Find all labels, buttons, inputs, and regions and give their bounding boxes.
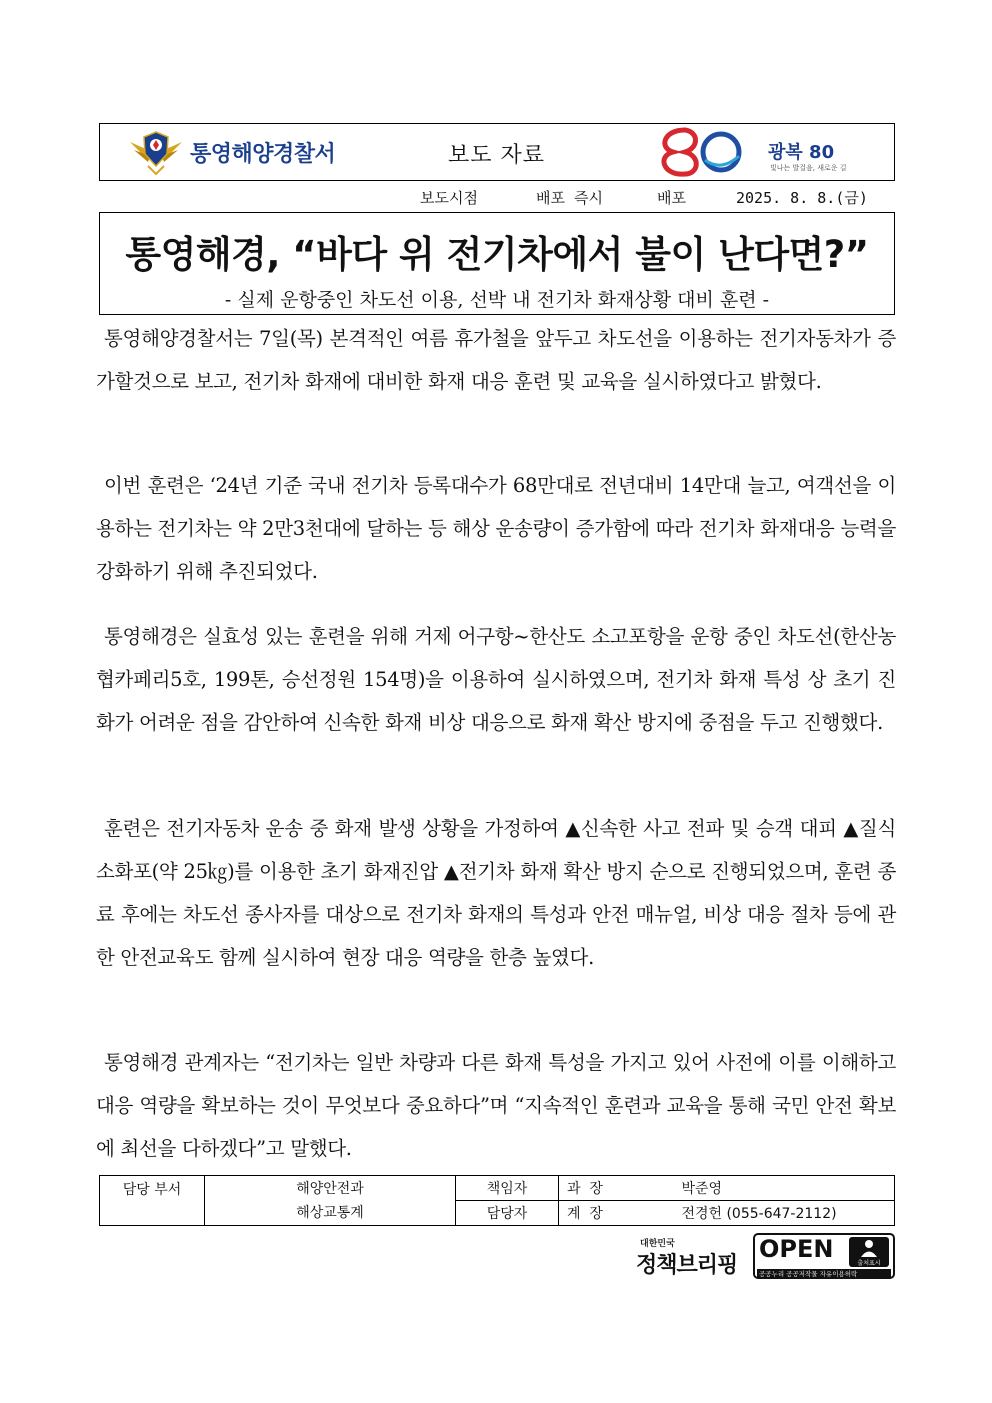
responsible-cell: [559, 1176, 895, 1201]
body-paragraph: 통영해경은 실효성 있는 훈련을 위해 거제 어구항~한산도 소고포항을 운항 중인 차도선(한산농협카페리5호, 199톤, 승선정원 154명)을 이용하여 실시하였으며, 전기차 화재 특성 상 초기 진화가 어려운 점을 감안하여 신속한 화재 비상 대응으로 화재 확산 방지에 중점을 두고 진행했다.: [96, 625, 896, 734]
body-paragraph: 통영해양경찰서는 7일(목) 본격적인 여름 휴가철을 앞두고 차도선을 이용하는 전기자동차가 증가할것으로 보고, 전기차 화재에 대비한 화재 대응 훈련 및 교육을 실시하였다고 밝혔다.: [96, 327, 896, 393]
dept-line-2: 해상교통계: [296, 1204, 364, 1221]
dept-unit: [205, 1176, 456, 1226]
dept-line-1: 해양안전과: [296, 1180, 364, 1197]
liberation-80-emblem-icon: [655, 126, 745, 178]
open-label: OPEN: [759, 1235, 834, 1263]
attribution-icon: [849, 1237, 889, 1267]
policy-briefing-logo: [636, 1236, 746, 1280]
release-date-label: 배포: [657, 189, 686, 207]
brief-main-text: 정책브리핑: [636, 1253, 738, 1278]
release-time-label: 보도시점: [420, 189, 478, 207]
responsible-name: 박준영: [681, 1181, 723, 1197]
staff-name: 전경헌 (055-647-2112): [681, 1206, 837, 1222]
contact-table: [99, 1175, 895, 1226]
document-type: 보도 자료: [448, 143, 546, 168]
release-date-value: 2025. 8. 8.(금): [736, 189, 868, 207]
kogl-open-license-logo: [753, 1233, 895, 1279]
coast-guard-emblem-icon: [128, 128, 184, 176]
body-paragraph: 통영해경 관계자는 “전기차는 일반 차량과 다른 화재 특성을 가지고 있어 사전에 이를 이해하고 대응 역량을 확보하는 것이 무엇보다 중요하다”며 “지속적인 훈련과 교육을 통해 국민 안전 확보에 최선을 다하겠다”고 말했다.: [96, 1051, 896, 1160]
anniversary-subtext: 빛나는 발걸음, 새로운 길: [770, 164, 847, 172]
body-paragraph: 훈련은 전기자동차 운송 중 화재 발생 상황을 가정하여 ▲신속한 사고 전파 및 승객 대피 ▲질식 소화포(약 25㎏)를 이용한 초기 화재진압 ▲전기차 화재 확산 방지 순으로 진행되었으며, 훈련 종료 후에는 차도선 종사자를 대상으로 전기차 화재의 특성과 안전 매뉴얼, 비상 대응 절차 등에 관한 안전교육도 함께 실시하여 현장 대응 역량을 한층 높였다.: [96, 817, 896, 969]
person-icon: [849, 1237, 889, 1259]
anniversary-label: 광복 80: [768, 142, 835, 163]
responsible-title: 과 장: [567, 1181, 603, 1197]
headline: 통영해경, “바다 위 전기차에서 불이 난다면?”: [125, 233, 869, 276]
dept-label: 담당 부서: [100, 1176, 205, 1226]
brief-small-text: 대한민국: [640, 1239, 675, 1249]
release-time-value: 배포 즉시: [536, 189, 603, 207]
staff-title: 계 장: [567, 1206, 603, 1222]
staff-label: 담당자: [456, 1201, 559, 1226]
responsible-label: 책임자: [456, 1176, 559, 1201]
open-type: 출처표시: [857, 1260, 881, 1267]
open-caption: 공공누리 공공저작물 자유이용허락: [759, 1270, 858, 1278]
subheadline: - 실제 운항중인 차도선 이용, 선박 내 전기차 화재상황 대비 훈련 -: [224, 289, 770, 311]
body-paragraph: 이번 훈련은 ‘24년 기준 국내 전기차 등록대수가 68만대로 전년대비 14만대 늘고, 여객선을 이용하는 전기차는 약 2만3천대에 달하는 등 해상 운송량이 증가함에 따라 전기차 화재대응 능력을 강화하기 위해 추진되었다.: [96, 474, 896, 583]
staff-cell: [559, 1201, 895, 1226]
org-name: 통영해양경찰서: [190, 142, 336, 167]
